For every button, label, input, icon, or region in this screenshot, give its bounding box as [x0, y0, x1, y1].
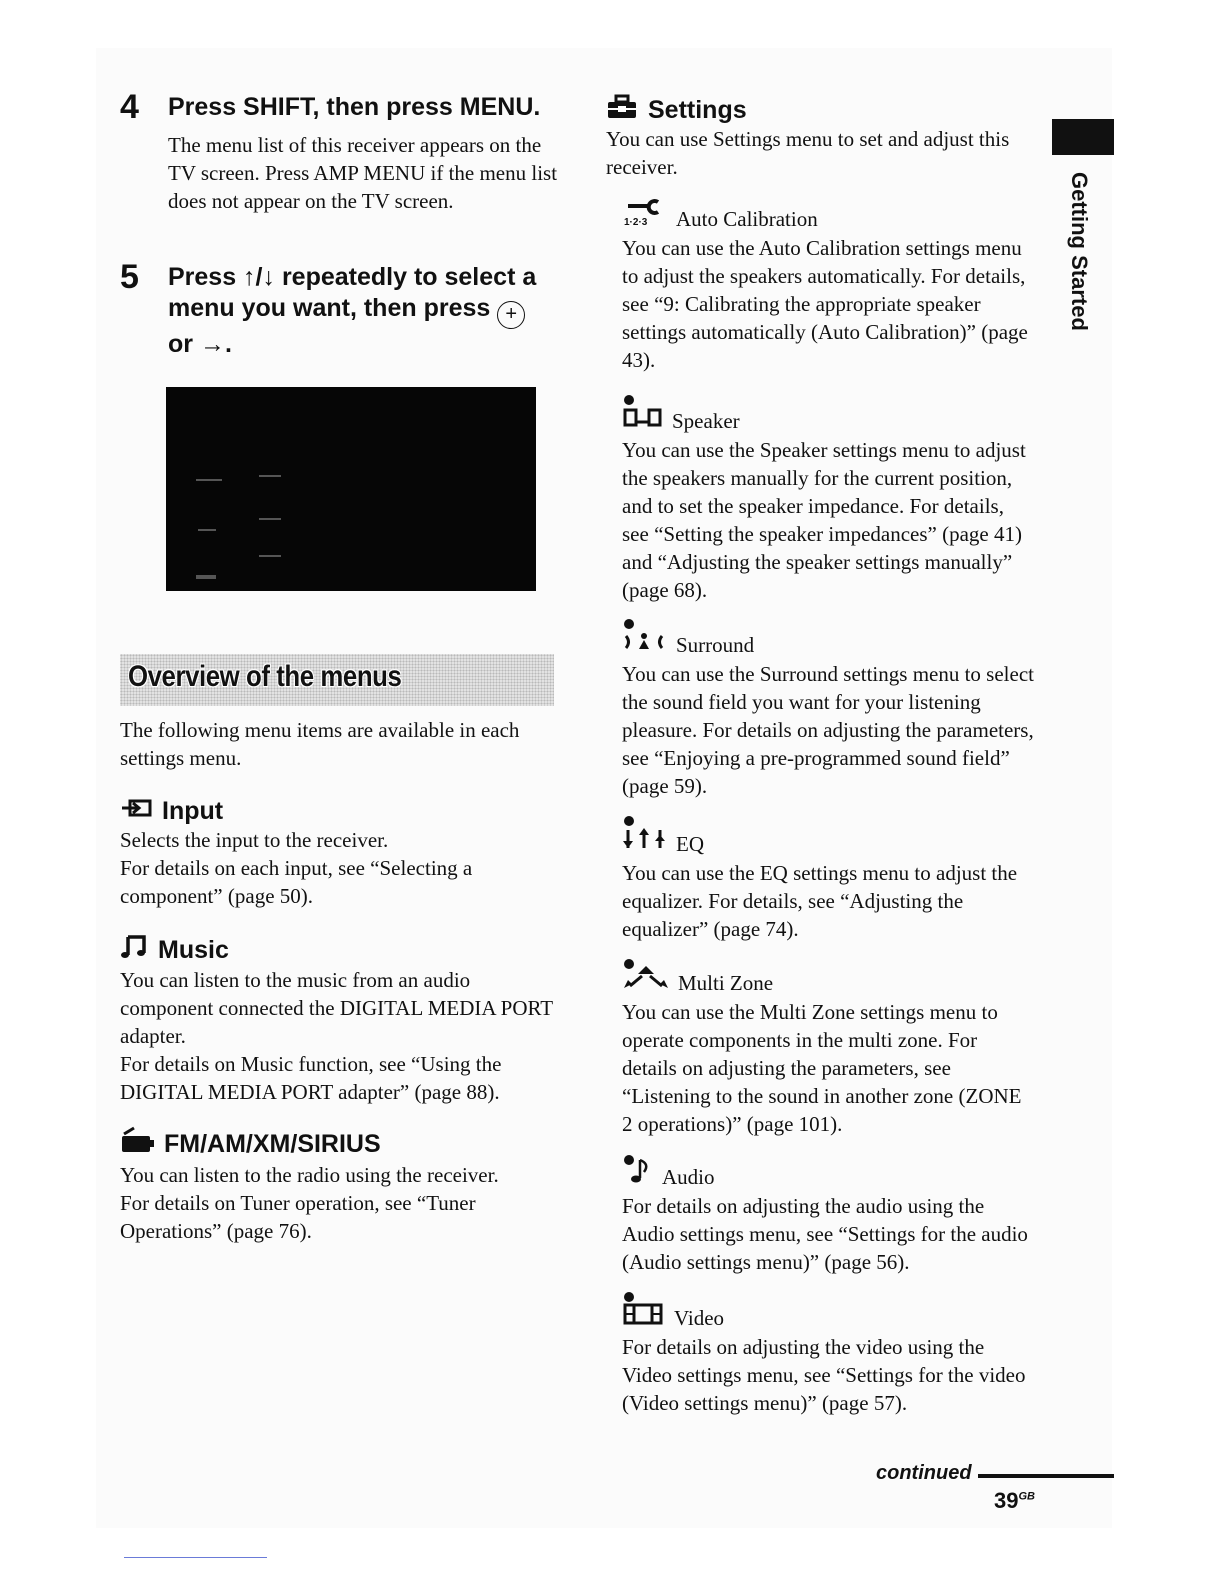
item-title: Surround — [676, 633, 755, 657]
video-icon — [622, 1291, 666, 1331]
step-title-part1: Press ↑/↓ repeatedly to select a menu you want, then press — [168, 263, 537, 322]
screen-menu-icon — [196, 479, 222, 481]
item-title: Audio — [662, 1165, 715, 1189]
item-heading — [622, 394, 1034, 434]
item-body: You can use the Multi Zone settings menu to operate components in the multi zone. For details on adjusting the parameters, see “Listening to the sound in another zone (ZONE 2 operations)” (page 101). — [622, 1000, 1022, 1136]
music-note-icon — [120, 933, 150, 966]
step-number: 5 — [120, 258, 139, 296]
step-title-part2: or →. — [168, 330, 232, 358]
item-body: You can use the Auto Calibration settings menu to adjust the speakers automatically. For details, see “9: Calibrating the appropriate speaker settings automatically (Auto Calibration)” (page 43). — [622, 236, 1028, 372]
continued-label: continued — [876, 1462, 972, 1484]
tv-screen-image — [166, 387, 536, 591]
overview-banner — [120, 654, 554, 706]
item-heading — [622, 958, 1034, 996]
section-heading — [120, 796, 560, 826]
screen-menu-icon — [196, 575, 216, 579]
item-title: Auto Calibration — [676, 207, 818, 231]
item-heading — [622, 815, 1034, 857]
settings-item-multi-zone — [622, 958, 1034, 1138]
settings-item-audio — [622, 1154, 1034, 1276]
item-title: Speaker — [672, 409, 740, 433]
section-body-line: For details on each input, see “Selecting a component” (page 50). — [120, 856, 473, 908]
section-title: Music — [158, 935, 229, 964]
eq-icon — [622, 815, 668, 857]
section-heading — [120, 1126, 560, 1161]
overview-intro: The following menu items are available in each settings menu. — [120, 718, 520, 770]
settings-item-auto-calibration — [622, 198, 1034, 374]
page-number — [994, 1488, 1035, 1514]
settings-title: Settings — [648, 96, 747, 124]
step-title — [168, 262, 560, 360]
settings-item-speaker — [622, 394, 1034, 604]
settings-item-eq — [622, 815, 1034, 943]
section-body-line: You can listen to the music from an audio component connected the DIGITAL MEDIA PORT adapter. — [120, 968, 553, 1048]
settings-item-surround — [622, 618, 1034, 800]
auto-calibration-icon — [622, 198, 668, 232]
settings-heading — [606, 94, 747, 127]
speaker-icon — [622, 394, 664, 434]
section-input — [120, 796, 560, 910]
toolbox-icon — [606, 94, 638, 127]
svg-text:1·2·3: 1·2·3 — [624, 217, 648, 226]
continued-rule — [978, 1474, 1114, 1478]
settings-item-video — [622, 1291, 1034, 1417]
surround-icon — [622, 618, 668, 658]
chapter-tab-label: Getting Started — [1067, 172, 1092, 331]
audio-icon — [622, 1154, 654, 1190]
step-title: Press SHIFT, then press MENU. — [168, 93, 541, 121]
section-body-line: Selects the input to the receiver. — [120, 828, 389, 852]
section-body-line: For details on Music function, see “Using the DIGITAL MEDIA PORT adapter” (page 88). — [120, 1052, 502, 1104]
radio-icon — [120, 1126, 156, 1161]
item-title: EQ — [676, 832, 704, 856]
settings-intro: You can use Settings menu to set and adjust this receiver. — [606, 127, 1010, 179]
section-body-line: For details on Tuner operation, see “Tuner Operations” (page 76). — [120, 1191, 476, 1243]
step-4 — [120, 88, 560, 215]
chapter-tab-marker — [1052, 119, 1114, 155]
page-number-value: 39 — [994, 1488, 1019, 1513]
item-heading — [622, 198, 1034, 232]
section-title: FM/AM/XM/SIRIUS — [164, 1129, 381, 1158]
item-heading — [622, 1154, 1034, 1190]
section-body-line: You can listen to the radio using the receiver. — [120, 1163, 499, 1187]
section-title: Input — [162, 797, 224, 825]
screen-menu-icon — [198, 529, 216, 531]
section-heading — [120, 933, 560, 966]
screen-menu-line — [259, 475, 281, 477]
input-icon — [120, 796, 154, 826]
item-body: You can use the Speaker settings menu to adjust the speakers manually for the current position, and to set the speaker impedance. For details, see “Setting the speaker impedances” (page 41) and “Adjusting the speaker settings manually” (page 68). — [622, 438, 1026, 602]
item-body: You can use the Surround settings menu to select the sound field you want for your listening pleasure. For details on adjusting the parameters, see “Enjoying a pre-programmed sound field” (page 59). — [622, 662, 1034, 798]
enter-button-icon: + — [497, 301, 525, 329]
step-5 — [120, 258, 560, 360]
item-body: You can use the EQ settings menu to adjust the equalizer. For details, see “Adjusting the equalizer” (page 74). — [622, 861, 1018, 941]
item-heading — [622, 618, 1034, 658]
page-number-suffix: GB — [1018, 1490, 1035, 1503]
screen-menu-line — [259, 518, 281, 520]
step-body: The menu list of this receiver appears on the TV screen. Press AMP MENU if the menu list does not appear on the TV screen. — [168, 133, 558, 213]
item-title: Video — [674, 1306, 725, 1330]
multi-zone-icon — [622, 958, 670, 996]
item-heading — [622, 1291, 1034, 1331]
section-radio — [120, 1126, 560, 1245]
item-body: For details on adjusting the audio using the Audio settings menu, see “Settings for the audio (Audio settings menu)” (page 56). — [622, 1194, 1028, 1274]
step-number: 4 — [120, 88, 139, 126]
item-body: For details on adjusting the video using the Video settings menu, see “Settings for the video (Video settings menu)” (page 57). — [622, 1335, 1026, 1415]
section-music — [120, 933, 560, 1106]
overview-title: Overview of the menus — [128, 660, 402, 693]
footer-underline — [124, 1557, 267, 1558]
item-title: Multi Zone — [678, 971, 774, 995]
screen-menu-line — [259, 555, 281, 557]
